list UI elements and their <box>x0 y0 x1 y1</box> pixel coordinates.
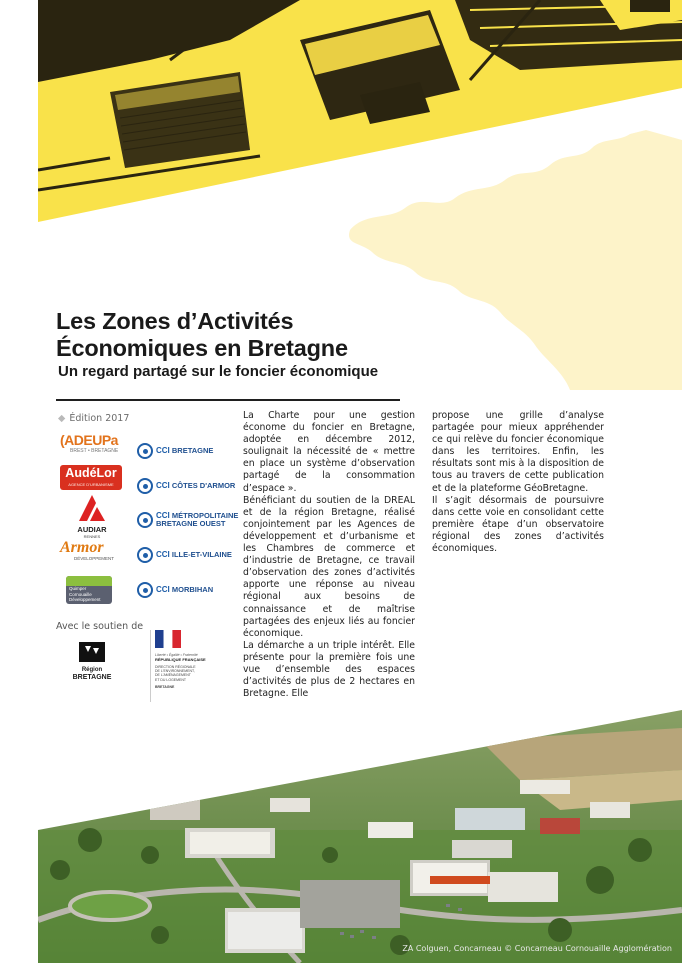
bottom-aerial-photo <box>0 680 682 963</box>
body-paragraph: La Charte pour une gestion économe du foncier en Bretagne, adoptée en décembre 2012, soulignait la nécessité de « mettre en place un système d’observation partagé de la consommation d’espace ». <box>243 410 415 494</box>
armor-developpement-logo: Armor DÉVELOPPEMENT <box>60 539 115 561</box>
cci-cotes-darmor-logo: CCI CÔTES D'ARMOR <box>137 476 235 496</box>
quimper-cornouaille-logo: Quimper Cornouaille Développement <box>66 576 112 604</box>
title-divider <box>56 399 400 401</box>
adeupa-logo: (ADEUPa BREST • BRETAGNE <box>60 432 119 454</box>
cci-metropolitaine-logo: CCI MÉTROPOLITAINE BRETAGNE OUEST <box>137 510 238 530</box>
audiar-mark-icon <box>77 495 107 521</box>
body-paragraph: Bénéficiant du soutien de la DREAL et de la région Bretagne, réalisé conjointement par les Agences de développement et d’urbanisme et les Chambres de commerce et d’industrie de Bretagne, ce travail d’observation des zones d’activités apporte une réponse au niveau régional aux besoins de connaissance et de maîtrise partagées des enjeux liés au foncier économique. <box>243 494 415 639</box>
photo-credit: ZA Colguen, Concarneau © Concarneau Cornouaille Agglomération <box>402 944 672 953</box>
cci-circle-icon <box>137 478 153 494</box>
marianne-icon <box>155 630 181 648</box>
cci-bretagne-logo: CCI BRETAGNE <box>137 441 213 461</box>
cci-circle-icon <box>137 582 153 598</box>
cci-circle-icon <box>137 443 153 459</box>
ermine-flag-icon <box>79 642 105 662</box>
bullet-icon: ◆ <box>58 413 66 424</box>
body-paragraph: propose une grille d’analyse partagée pour mieux appréhender ce qui relève du foncier économique dans les territoires. Enfin, les résultats sont mis à la disposition de tous au travers de cette publication et de la plateforme GéoBretagne. <box>432 410 604 494</box>
edition-label: ◆ Édition 2017 <box>58 413 130 424</box>
region-bretagne-logo: Région BRETAGNE <box>70 642 114 682</box>
title-line-2: Économiques en Bretagne <box>56 335 348 361</box>
body-paragraph: Il s’agit désormais de poursuivre dans cette voie en consolidant cette première étape d’un observatoire régional des zones d’activités économiques. <box>432 494 604 555</box>
audelor-logo: AudéLor AGENCE D'URBANISME <box>60 465 122 490</box>
cci-circle-icon <box>137 512 153 528</box>
cci-circle-icon <box>137 547 153 563</box>
audiar-logo: AUDIAR RENNES <box>74 495 110 539</box>
title-block <box>56 308 406 380</box>
title-line-1: Les Zones d’Activités <box>56 308 294 334</box>
support-label: Avec le soutien de <box>56 621 144 632</box>
body-column-1 <box>243 410 415 700</box>
body-paragraph: La démarche a un triple intérêt. Elle présente pour la première fois une vue d’ensemble des espaces d’activités de plus de 2 hectares en Bretagne. Elle <box>243 639 415 700</box>
cci-morbihan-logo: CCI MORBIHAN <box>137 580 213 600</box>
body-column-2 <box>432 410 604 555</box>
page-title <box>56 308 406 362</box>
cci-ille-et-vilaine-logo: CCI ILLE-ET-VILAINE <box>137 545 232 565</box>
page-subtitle: Un regard partagé sur le foncier économique <box>58 363 379 380</box>
prefet-bretagne-logo: Liberté • Égalité • Fraternité RÉPUBLIQUE FRANÇAISE DIRECTION RÉGIONALE DE L'ENVIRONNEMENT, DE L'AMÉNAGEMENT ET DU LOGEMENT BRETAGNE <box>150 630 211 702</box>
